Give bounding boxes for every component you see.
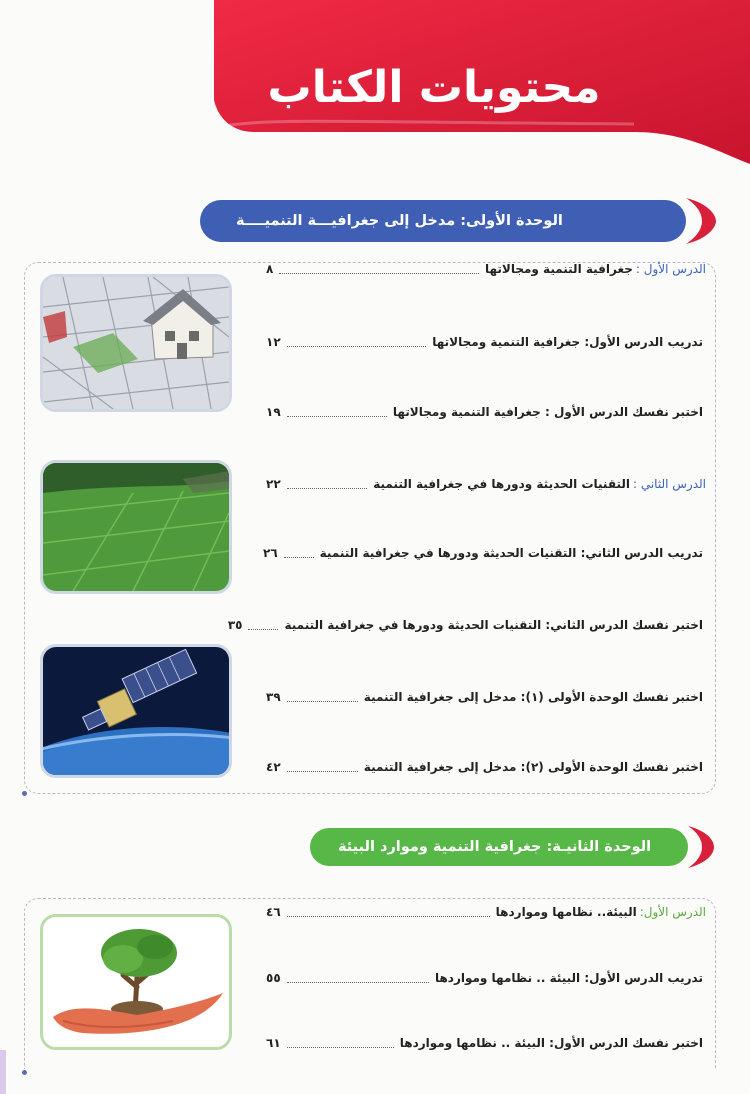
toc-entry[interactable]	[266, 967, 706, 989]
toc-entry[interactable]	[266, 756, 706, 778]
page-number: ٣٩	[266, 690, 281, 704]
tree-in-hands-icon	[40, 914, 232, 1050]
dot-leader	[287, 908, 490, 917]
page-number: ٥٥	[266, 971, 281, 985]
page-number: ١٢	[266, 335, 281, 349]
entry-text: اختبر نفسك الوحدة الأولى (٢): مدخل إلى جغرافية التنمية	[363, 760, 703, 774]
dot-leader	[287, 1039, 394, 1048]
entry-text: تدريب الدرس الأول: البيئة .. نظامها ومواردها	[434, 971, 703, 985]
page-number: ٢٢	[266, 477, 281, 491]
entry-text: جغرافية التنمية ومجالاتها	[484, 262, 633, 276]
toc-entry[interactable]	[266, 686, 706, 708]
dot-leader	[248, 621, 278, 630]
lesson-tag: الدرس الثاني :	[632, 477, 706, 491]
page-number: ٤٦	[266, 905, 281, 919]
house-on-map-icon	[40, 274, 232, 412]
entry-text: التقنيات الحديثة ودورها في جغرافية التنمية	[373, 477, 630, 491]
entry-text: اختبر نفسك الوحدة الأولى (١): مدخل إلى جغرافية التنمية	[363, 690, 703, 704]
unit-1-banner	[198, 196, 718, 246]
toc-entry[interactable]	[266, 473, 706, 495]
unit-1-title: الوحدة الأولى: مدخل إلى جغرافيـــة التنميــــة	[236, 213, 563, 229]
page-number: ٤٢	[266, 760, 281, 774]
frame-dot	[22, 791, 27, 796]
satellite-over-earth-icon	[40, 644, 232, 778]
page-number: ٨	[266, 262, 274, 276]
dot-leader	[287, 693, 358, 702]
dot-leader	[287, 338, 427, 347]
entry-text: تدريب الدرس الأول: جغرافية التنمية ومجالاتها	[432, 335, 703, 349]
toc-entry[interactable]	[266, 331, 706, 353]
dot-leader	[284, 549, 314, 558]
page-title: محتويات الكتاب	[267, 62, 601, 113]
toc-entry[interactable]	[227, 614, 706, 636]
toc-entry[interactable]	[263, 542, 706, 564]
page-number: ١٩	[266, 405, 281, 419]
dot-leader	[279, 265, 479, 274]
page-number: ٣٥	[227, 618, 243, 632]
green-fields-icon	[40, 460, 232, 594]
page-number: ٢٦	[263, 546, 278, 560]
lesson-tag: الدرس الأول:	[639, 905, 706, 919]
lesson-tag: الدرس الأول :	[635, 262, 706, 276]
title-band	[214, 0, 750, 168]
dot-leader	[287, 974, 429, 983]
entry-text: اختبر نفسك الدرس الأول : جغرافية التنمية ومجالاتها	[392, 405, 703, 419]
entry-text: البيئة.. نظامها ومواردها	[495, 905, 637, 919]
entry-text: اختبر نفسك الدرس الأول: البيئة .. نظامها ومواردها	[399, 1036, 703, 1050]
dot-leader	[287, 763, 358, 772]
page-number: ٦١	[266, 1036, 281, 1050]
unit-2-title: الوحدة الثانيـة: جغرافية التنمية وموارد البيئة	[338, 839, 652, 855]
frame-dot	[22, 1070, 27, 1075]
dot-leader	[287, 408, 387, 417]
dot-leader	[287, 480, 368, 489]
entry-text: تدريب الدرس الثاني: التقنيات الحديثة ودورها في جغرافية التنمية	[319, 546, 703, 560]
toc-entry[interactable]	[266, 258, 706, 280]
page-edge-accent	[0, 1050, 6, 1094]
entry-text: اختبر نفسك الدرس الثاني: التقنيات الحديثة ودورها في جغرافية التنمية	[284, 618, 703, 632]
unit-2-banner	[308, 824, 716, 870]
toc-entry[interactable]	[266, 1032, 706, 1054]
toc-entry[interactable]	[266, 401, 706, 423]
toc-entry[interactable]	[266, 901, 706, 923]
